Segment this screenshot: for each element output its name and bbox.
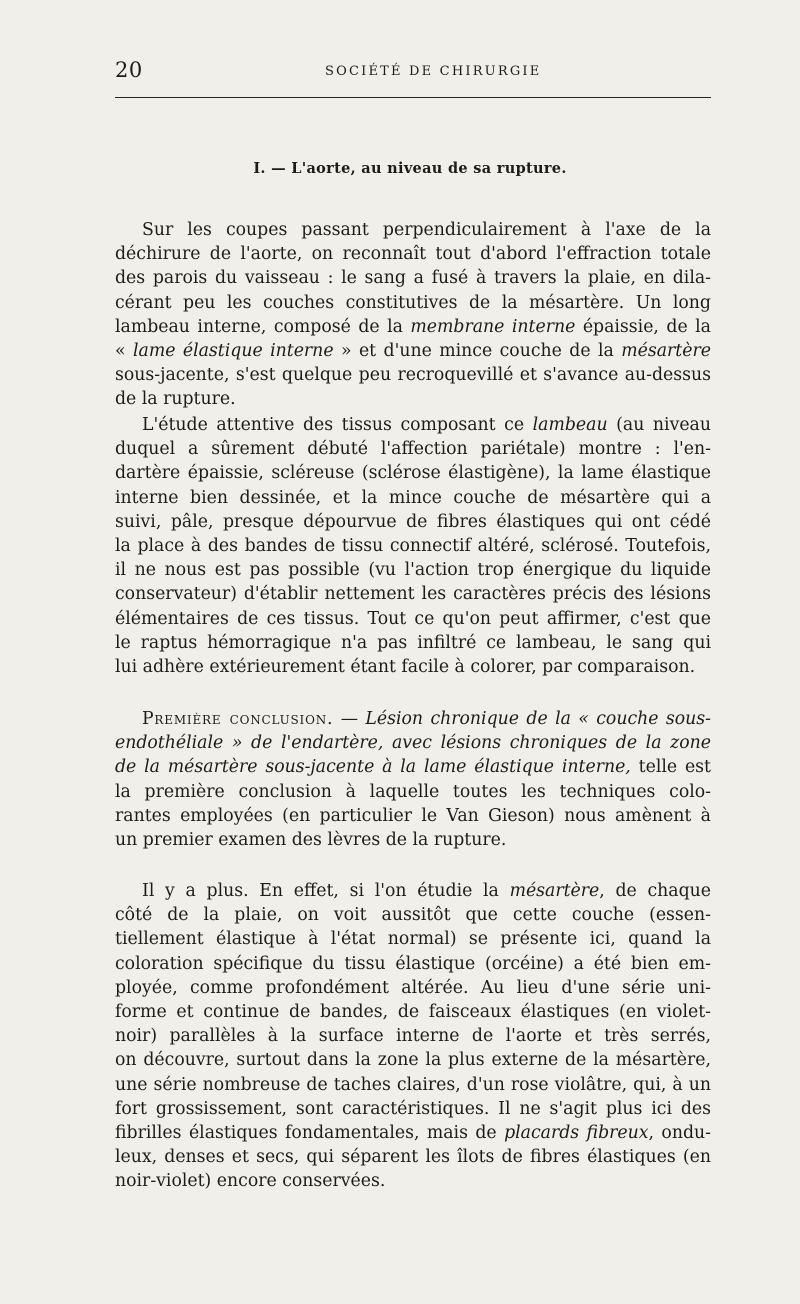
text-line: on découvre, surtout dans la zone la plus externe de la mésartère, xyxy=(115,1050,711,1071)
text-line: Sur les coupes passant perpendiculairement à l'axe de la xyxy=(142,220,711,240)
text-line: des parois du vaisseau : le sang a fusé à travers la plaie, en dila- xyxy=(115,268,711,289)
text-line: cérant peu les couches constitutives de la mésartère. Un long xyxy=(115,292,711,313)
text-line: « lame élastique interne » et d'une mince couche de la mésartère xyxy=(115,341,711,362)
conclusion-heading: Première conclusion. xyxy=(142,709,334,729)
text-line: L'étude attentive des tissus composant ce lambeau (au niveau xyxy=(142,415,711,435)
text-line: Il y a plus. En effet, si l'on étudie la mésartère, de chaque xyxy=(142,881,711,901)
text-line: Première conclusion. — Lésion chronique de la « couche sous- xyxy=(142,709,712,729)
running-head: SOCIÉTÉ DE CHIRURGIE xyxy=(325,64,542,79)
header-rule xyxy=(115,97,711,98)
text-line: rantes employées (en particulier le Van Gieson) nous amènent à xyxy=(115,805,711,826)
text-line: leux, denses et secs, qui séparent les îlots de fibres élastiques (en xyxy=(115,1147,711,1168)
text-line: sous-jacente, s'est quelque peu recroquevillé et s'avance au-dessus xyxy=(115,365,711,386)
text-line: de la mésartère sous-jacente à la lame élastique interne, telle est xyxy=(115,757,711,778)
text-line: il ne nous est pas possible (vu l'action trop énergique du liquide xyxy=(115,560,711,581)
text-line: duquel a sûrement débuté l'affection pariétale) montre : l'en- xyxy=(115,439,711,460)
text-line: lui adhère extérieurement étant facile à colorer, par comparaison. xyxy=(115,657,696,678)
italic-term: lambeau xyxy=(532,415,608,435)
text-line: conservateur) d'établir nettement les caractères précis des lésions xyxy=(115,584,711,605)
text-line: noir-violet) encore conservées. xyxy=(115,1171,386,1192)
text-line: forme et continue de bandes, de faisceaux élastiques (en violet- xyxy=(115,1002,711,1023)
page-number: 20 xyxy=(115,58,143,82)
italic-term: placards fibreux xyxy=(504,1123,649,1144)
italic-term: mésartère xyxy=(621,341,711,362)
italic-term: mésartère xyxy=(509,881,600,901)
paragraph-4 xyxy=(115,879,711,1194)
text-line: tiellement élastique à l'état normal) se présente ici, quand la xyxy=(115,929,711,950)
italic-term: membrane interne xyxy=(410,316,576,337)
text-line: suivi, pâle, presque dépourvue de fibres élastiques qui ont cédé xyxy=(115,511,711,532)
text-line: noir) parallèles à la surface interne de l'aorte et très serrés, xyxy=(115,1026,711,1047)
text-line: endothéliale » de l'endartère, avec lésions chroniques de la zone xyxy=(115,733,711,754)
text-line: élémentaires de ces tissus. Tout ce qu'on peut affirmer, c'est que xyxy=(115,608,711,629)
text-line: côté de la plaie, on voit aussitôt que cette couche (essen- xyxy=(115,905,711,926)
page-header xyxy=(115,56,711,88)
text-line: fort grossissement, sont caractéristiques. Il ne s'agit plus ici des xyxy=(115,1098,711,1119)
italic-term: Lésion chronique de la « couche sous- xyxy=(365,709,712,729)
text-line: dartère épaissie, scléreuse (sclérose élastigène), la lame élastique xyxy=(115,463,711,484)
text-line: lambeau interne, composé de la membrane interne épaissie, de la xyxy=(115,316,711,337)
text-line: ployée, comme profondément altérée. Au lieu d'une série uni- xyxy=(115,977,711,998)
text-line: fibrilles élastiques fondamentales, mais de placards fibreux, ondu- xyxy=(115,1123,711,1144)
paragraph-2 xyxy=(115,413,711,679)
italic-term: lame élastique interne xyxy=(133,341,334,362)
paragraph-1 xyxy=(115,218,711,412)
text-line: la première conclusion à laquelle toutes les techniques colo- xyxy=(115,781,711,802)
text-line: coloration spécifique du tissu élastique (orcéine) a été bien em- xyxy=(115,953,711,974)
text-line: le raptus hémorragique n'a pas infiltré ce lambeau, le sang qui xyxy=(115,632,711,653)
paragraph-3 xyxy=(115,707,711,852)
text-line: un premier examen des lèvres de la rupture. xyxy=(115,830,507,851)
section-title: I. — L'aorte, au niveau de sa rupture. xyxy=(253,160,567,177)
text-line: déchirure de l'aorte, on reconnaît tout d'abord l'effraction totale xyxy=(115,244,711,265)
text-line: de la rupture. xyxy=(115,389,236,410)
text-line: interne bien dessinée, et la mince couche de mésartère qui a xyxy=(115,487,711,508)
text-line: la place à des bandes de tissu connectif altéré, sclérosé. Toutefois, xyxy=(115,536,711,557)
text-line: une série nombreuse de taches claires, d'un rose violâtre, qui, à un xyxy=(115,1074,711,1095)
